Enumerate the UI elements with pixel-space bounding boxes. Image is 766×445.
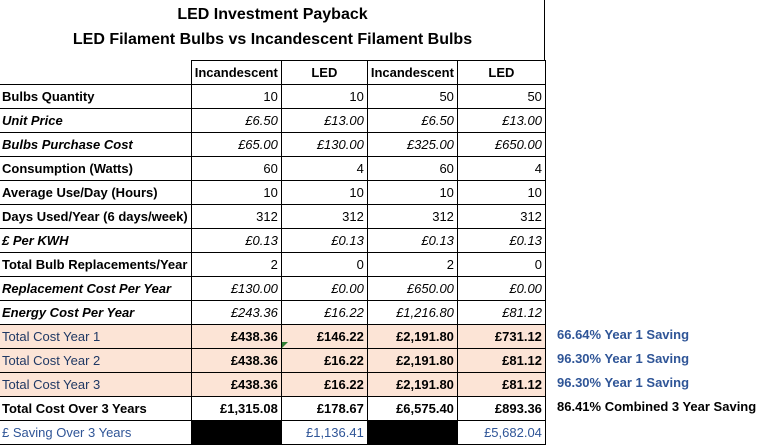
row-label[interactable]: £ Per KWH: [0, 229, 191, 253]
sheet-subtitle: LED Filament Bulbs vs Incandescent Filament Bulbs: [72, 31, 473, 48]
combined-saving-note: 86.41% Combined 3 Year Saving: [557, 399, 757, 414]
table-row: [0, 181, 545, 205]
table-row: [0, 301, 545, 325]
value-cell[interactable]: £81.12: [457, 301, 545, 325]
table-row: [0, 349, 545, 373]
value-cell[interactable]: 312: [191, 205, 281, 229]
row-label[interactable]: Total Bulb Replacements/Year: [0, 253, 191, 277]
blacked-out-cell[interactable]: [191, 421, 281, 445]
row-label[interactable]: £ Saving Over 3 Years: [0, 421, 191, 445]
row-label[interactable]: Total Cost Year 2: [0, 349, 191, 373]
row-label[interactable]: Consumption (Watts): [0, 157, 191, 181]
value-cell[interactable]: £1,136.41: [281, 421, 367, 445]
row-label[interactable]: Total Cost Year 1: [0, 325, 191, 349]
table-row: [0, 373, 545, 397]
value-cell[interactable]: £130.00: [191, 277, 281, 301]
value-cell[interactable]: £1,216.80: [367, 301, 457, 325]
value-cell[interactable]: 50: [457, 85, 545, 109]
value-cell[interactable]: 10: [191, 181, 281, 205]
value-cell[interactable]: £0.13: [367, 229, 457, 253]
value-cell[interactable]: 10: [281, 181, 367, 205]
row-label[interactable]: Unit Price: [0, 109, 191, 133]
value-cell[interactable]: £438.36: [191, 349, 281, 373]
value-cell[interactable]: 10: [367, 181, 457, 205]
table-row: [0, 421, 545, 445]
value-cell[interactable]: £1,315.08: [191, 397, 281, 421]
table-row: [0, 85, 545, 109]
value-cell[interactable]: £731.12: [457, 325, 545, 349]
saving-note: 96.30% Year 1 Saving: [557, 351, 690, 366]
row-label[interactable]: Total Cost Over 3 Years: [0, 397, 191, 421]
cell-comment-marker: [282, 342, 288, 348]
table-row: [0, 205, 545, 229]
table-row: [0, 325, 545, 349]
row-label[interactable]: Bulbs Quantity: [0, 85, 191, 109]
value-cell[interactable]: £146.22: [281, 325, 367, 349]
value-cell[interactable]: 312: [281, 205, 367, 229]
value-cell[interactable]: £16.22: [281, 373, 367, 397]
table-row: [0, 229, 545, 253]
column-divider: [544, 0, 545, 60]
value-cell[interactable]: £6,575.40: [367, 397, 457, 421]
table-row: [0, 133, 545, 157]
value-cell[interactable]: £2,191.80: [367, 325, 457, 349]
table-row: [0, 253, 545, 277]
value-cell[interactable]: £650.00: [457, 133, 545, 157]
value-cell[interactable]: 2: [191, 253, 281, 277]
value-cell[interactable]: £0.13: [191, 229, 281, 253]
value-cell[interactable]: £81.12: [457, 349, 545, 373]
table-row: [0, 277, 545, 301]
value-cell[interactable]: 4: [457, 157, 545, 181]
value-cell[interactable]: £893.36: [457, 397, 545, 421]
header-cell[interactable]: LED: [457, 61, 545, 85]
value-cell[interactable]: £438.36: [191, 373, 281, 397]
row-label[interactable]: Total Cost Year 3: [0, 373, 191, 397]
value-cell[interactable]: 312: [457, 205, 545, 229]
value-cell[interactable]: £438.36: [191, 325, 281, 349]
value-cell[interactable]: £13.00: [281, 109, 367, 133]
value-cell[interactable]: £16.22: [281, 349, 367, 373]
table-row: [0, 109, 545, 133]
value-cell[interactable]: £5,682.04: [457, 421, 545, 445]
value-cell[interactable]: £13.00: [457, 109, 545, 133]
saving-note: 96.30% Year 1 Saving: [557, 375, 690, 390]
row-label[interactable]: Bulbs Purchase Cost: [0, 133, 191, 157]
table-row: [0, 397, 545, 421]
value-cell[interactable]: £0.13: [457, 229, 545, 253]
value-cell[interactable]: £6.50: [191, 109, 281, 133]
value-cell[interactable]: 60: [367, 157, 457, 181]
row-label[interactable]: Average Use/Day (Hours): [0, 181, 191, 205]
row-label[interactable]: Replacement Cost Per Year: [0, 277, 191, 301]
value-cell[interactable]: £243.36: [191, 301, 281, 325]
header-row: [0, 61, 545, 85]
header-cell[interactable]: Incandescent: [191, 61, 281, 85]
value-cell[interactable]: £325.00: [367, 133, 457, 157]
value-cell[interactable]: £130.00: [281, 133, 367, 157]
value-cell[interactable]: 4: [281, 157, 367, 181]
value-cell[interactable]: £650.00: [367, 277, 457, 301]
value-cell[interactable]: 60: [191, 157, 281, 181]
row-label[interactable]: Energy Cost Per Year: [0, 301, 191, 325]
value-cell[interactable]: 2: [367, 253, 457, 277]
sheet-title: LED Investment Payback: [177, 6, 368, 23]
value-cell[interactable]: £16.22: [281, 301, 367, 325]
blacked-out-cell[interactable]: [367, 421, 457, 445]
value-cell[interactable]: 10: [457, 181, 545, 205]
row-label[interactable]: Days Used/Year (6 days/week): [0, 205, 191, 229]
header-blank-cell[interactable]: [0, 61, 191, 85]
value-cell[interactable]: 10: [191, 85, 281, 109]
table-row: [0, 157, 545, 181]
payback-table: [0, 60, 546, 445]
header-cell[interactable]: Incandescent: [367, 61, 457, 85]
value-cell[interactable]: 0: [457, 253, 545, 277]
header-cell[interactable]: LED: [281, 61, 367, 85]
value-cell[interactable]: 10: [281, 85, 367, 109]
value-cell[interactable]: £0.00: [457, 277, 545, 301]
value-cell[interactable]: £178.67: [281, 397, 367, 421]
value-cell[interactable]: £0.13: [281, 229, 367, 253]
saving-note: 66.64% Year 1 Saving: [557, 327, 690, 342]
value-cell[interactable]: £2,191.80: [367, 349, 457, 373]
value-cell[interactable]: £65.00: [191, 133, 281, 157]
value-cell[interactable]: £81.12: [457, 373, 545, 397]
value-cell[interactable]: 50: [367, 85, 457, 109]
value-cell[interactable]: £6.50: [367, 109, 457, 133]
value-cell[interactable]: £2,191.80: [367, 373, 457, 397]
value-cell[interactable]: 312: [367, 205, 457, 229]
value-cell[interactable]: 0: [281, 253, 367, 277]
value-cell[interactable]: £0.00: [281, 277, 367, 301]
